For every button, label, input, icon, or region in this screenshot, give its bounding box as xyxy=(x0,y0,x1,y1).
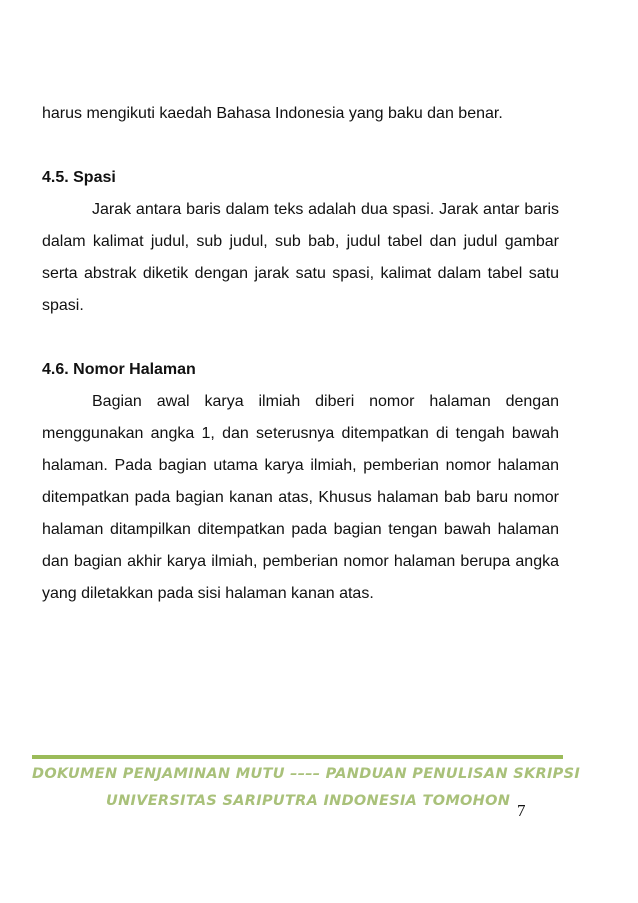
page-number: 7 xyxy=(517,801,526,820)
footer-document-title: DOKUMEN PENJAMINAN MUTU –––– PANDUAN PENULISAN SKRIPSI xyxy=(32,766,581,782)
section-spacer xyxy=(42,130,559,162)
section-paragraph-spasi: Jarak antara baris dalam teks adalah dua spasi. Jarak antar baris dalam kalimat judul, sub judul, sub bab, judul tabel dan judul gambar serta abstrak diketik dengan jarak satu spasi, kalimat dalam tabel satu spasi. xyxy=(42,201,559,314)
section-paragraph-nomor-halaman: Bagian awal karya ilmiah diberi nomor halaman dengan menggunakan angka 1, dan seterusnya ditempatkan di tengah bawah halaman. Pada bagian utama karya ilmiah, pemberian nomor halaman ditempatkan pada bagian kanan atas, Khusus halaman bab baru nomor halaman ditampilkan ditempatkan pada bagian tengan bawah halaman dan bagian akhir karya ilmiah, pemberian nomor halaman berupa angka yang diletakkan pada sisi halaman kanan atas. xyxy=(42,393,559,602)
page-body xyxy=(42,98,559,610)
section-heading-spasi: 4.5. Spasi xyxy=(42,169,116,186)
intro-paragraph: harus mengikuti kaedah Bahasa Indonesia yang baku dan benar. xyxy=(42,105,503,122)
section-heading-nomor-halaman: 4.6. Nomor Halaman xyxy=(42,361,196,378)
footer-university-name: UNIVERSITAS SARIPUTRA INDONESIA TOMOHON xyxy=(106,793,511,809)
footer-divider xyxy=(32,755,563,759)
section-spacer xyxy=(42,322,559,354)
